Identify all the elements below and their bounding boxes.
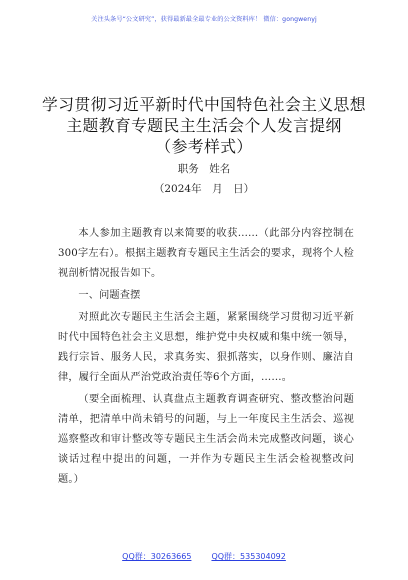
title-block <box>0 94 408 198</box>
qq-group-link-1[interactable]: QQ群：30263665 <box>122 552 192 561</box>
body-paragraph: 对照此次专题民主生活会主题，紧紧围绕学习贯彻习近平新时代中国特色社会主义思想，维护党中央权威和集中统一领导，践行宗旨、服务人民，求真务实、狠抓落实，以身作则、廉洁自律，履行全面从严治党政治责任等6个方面，……。 <box>58 312 354 383</box>
intro-paragraph: 本人参加主题教育以来简要的收获……（此部分内容控制在300字左右）。根据主题教育专题民主生活会的要求，现将个人检视剖析情况报告如下。 <box>58 228 354 279</box>
note-paragraph: （要全面梳理、认真盘点主题教育调查研究、整改整治问题清单，把清单中尚未销号的问题，与上一年度民主生活会、巡视巡察整改和审计整改等专题民主生活会尚未完成整改问题，谈心谈话过程中提出的问题，一并作为专题民主生活会检视整改问题。） <box>58 394 354 485</box>
document-subtitle: （参考样式） <box>155 137 253 156</box>
author-line: 职务 姓名 <box>177 163 231 175</box>
document-title-line-1: 学习贯彻习近平新时代中国特色社会主义思想 <box>42 95 366 114</box>
document-body <box>58 224 354 490</box>
section-heading: 一、问题查摆 <box>78 290 141 301</box>
promo-banner: 关注头条号“公文研究”，获得最新最全最专业的公文资料库！ 微信：gongwenyj <box>91 16 317 23</box>
date-line: （2024年 月 日） <box>153 183 255 195</box>
footer-contact <box>0 551 408 562</box>
qq-group-link-2[interactable]: QQ群：535304092 <box>211 552 286 561</box>
document-title-line-2: 主题教育专题民主生活会个人发言提纲 <box>66 116 342 135</box>
